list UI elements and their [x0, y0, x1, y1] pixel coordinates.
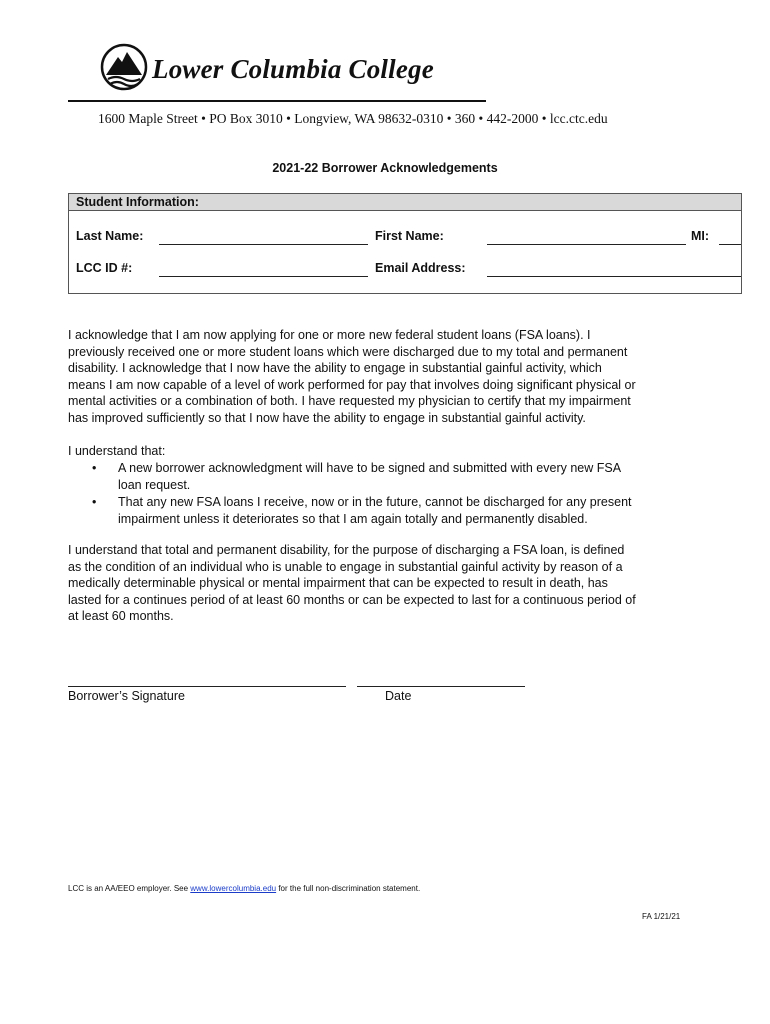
disability-definition-paragraph: [68, 542, 708, 625]
website-link[interactable]: www.lowercolumbia.edu: [190, 884, 277, 893]
text-line: means I am now capable of a level of work performed for pay that involves doing significant physical or: [68, 377, 636, 392]
footer-note: [68, 884, 420, 893]
last-name-field[interactable]: [159, 244, 368, 245]
text-line: mental activities or a combination of both. I have requested my physician to certify that my impairment: [68, 394, 631, 408]
text-line: lasted for a continues period of at least 60 months or can be expected to last for a continuous period of: [68, 592, 636, 607]
lcc-id-field[interactable]: [159, 276, 368, 277]
text-line: disability. I acknowledge that I now have the ability to engage in substantial gainful activity, which: [68, 361, 602, 375]
header-divider: [68, 100, 486, 102]
date-label: Date: [385, 689, 412, 703]
first-name-label: First Name:: [375, 229, 444, 243]
text-line: loan request.: [118, 477, 191, 492]
text-line: as the condition of an individual who is unable to engage in substantial gainful activity by reason of a: [68, 559, 623, 574]
student-info-header: [69, 194, 741, 211]
list-item: [68, 494, 728, 527]
text-line: A new borrower acknowledgment will have to be signed and submitted with every new FSA: [118, 461, 622, 475]
college-name: Lower Columbia College: [152, 54, 434, 84]
text-line: I understand that total and permanent disability, for the purpose of discharging a FSA loan, is defined: [68, 543, 625, 557]
form-code: FA 1/21/21: [642, 912, 681, 921]
college-logo: [100, 42, 148, 92]
text-line: I acknowledge that I am now applying for one or more new federal student loans (FSA loans). I: [68, 328, 591, 342]
text-line: at least 60 months.: [68, 609, 174, 623]
first-name-field[interactable]: [487, 244, 686, 245]
understanding-list: [68, 460, 728, 527]
footer-note-prefix: LCC is an AA/EEO employer. See: [68, 884, 191, 893]
signature-field[interactable]: [68, 686, 346, 687]
last-name-label: Last Name:: [76, 229, 144, 243]
email-label: Email Address:: [375, 261, 466, 275]
bullet-icon: •: [92, 495, 97, 509]
text-line: impairment unless it deteriorates so that I am again totally and permanently disabled.: [118, 511, 588, 526]
lcc-id-label: LCC ID #:: [76, 261, 133, 275]
footer-note-suffix: for the full non-discrimination statement.: [276, 884, 421, 893]
document-title: 2021-22 Borrower Acknowledgements: [272, 161, 498, 175]
date-field[interactable]: [357, 686, 525, 687]
acknowledgement-paragraph: [68, 327, 708, 426]
text-line: That any new FSA loans I receive, now or in the future, cannot be discharged for any present: [118, 495, 632, 509]
email-field[interactable]: [487, 276, 741, 277]
mi-label: MI:: [691, 229, 710, 243]
bullet-icon: •: [92, 461, 97, 475]
mi-field[interactable]: [719, 244, 741, 245]
text-line: medically determinable physical or mental impairment that can be expected to result in death, has: [68, 576, 608, 590]
student-info-section: [68, 193, 742, 294]
text-line: has improved sufficiently so that I now have the ability to engage in substantial gainful activity.: [68, 410, 586, 425]
text-line: previously received one or more student loans which were discharged due to my total and permanent: [68, 344, 628, 359]
student-info-heading: Student Information:: [76, 195, 199, 209]
list-item: [68, 460, 728, 493]
college-address: 1600 Maple Street • PO Box 3010 • Longview, WA 98632-0310 • 360 • 442-2000 • lcc.ctc.edu: [98, 111, 608, 126]
signature-label: Borrower’s Signature: [68, 689, 185, 703]
understand-intro: I understand that:: [68, 444, 166, 458]
